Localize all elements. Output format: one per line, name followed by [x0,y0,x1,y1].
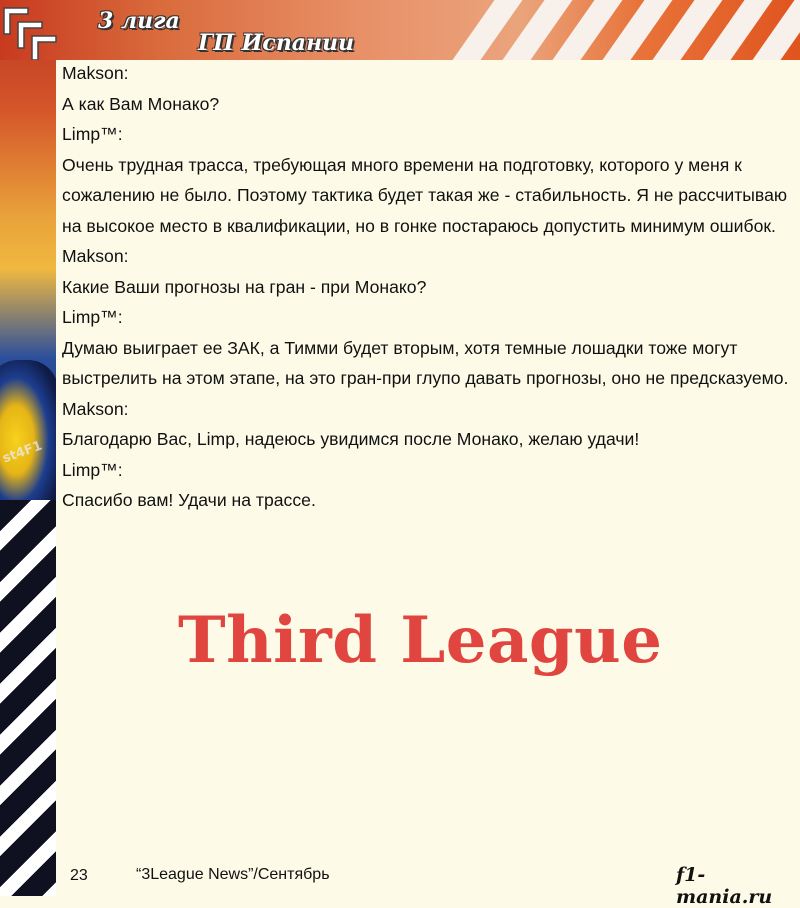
answer-text: Очень трудная трасса, требующая много времени на подготовку, которого у меня к сожалению не было. Поэтому тактика будет такая же - стабильность. Я не рассчитываю на высокое место в квалификации, но в гонке постараюсь допустить минимум ошибок. [62,154,788,236]
diagonal-stripes [0,500,56,896]
speaker-label: Makson: [62,398,129,419]
speaker-label: Makson: [62,246,129,266]
race-car-image [0,360,56,520]
header-subtitle [198,30,354,56]
corner-bracket-icon [2,4,62,60]
brand-logo-text: Third League [178,603,663,678]
question-text: Благодарю Вас, Limp, надеюсь увидимся после Монако, желаю удачи! [62,429,640,449]
question-text: Какие Ваши прогнозы на гран - при Монако? [62,276,427,297]
speaker-label: Limp™: [62,124,123,144]
speaker-label: Limp™: [62,459,123,480]
question-text: А как Вам Монако? [62,93,220,114]
header-title: 3 лига [98,8,180,34]
publication-name: “3League News”/Сентябрь [136,866,330,883]
header-subtitle-text: ГП Испании [198,30,355,56]
car-livery-text: st4F1 [0,438,45,467]
site-link[interactable]: f1-mania.ru [676,864,773,908]
answer-text: Спасибо вам! Удачи на трассе. [62,490,316,510]
interview-text [62,58,792,516]
speaker-label: Limp™: [62,307,123,327]
page-number: 23 [70,867,88,884]
header-banner [0,0,800,60]
answer-text: Думаю выиграет ее ЗАК, а Тимми будет вторым, хотя темные лошадки тоже могут выстрелить на этом этапе, на это гран-при глупо давать прогнозы, оно не предсказуемо. [62,337,789,388]
left-decorative-strip [0,0,56,896]
speaker-label: Makson: [62,63,129,83]
